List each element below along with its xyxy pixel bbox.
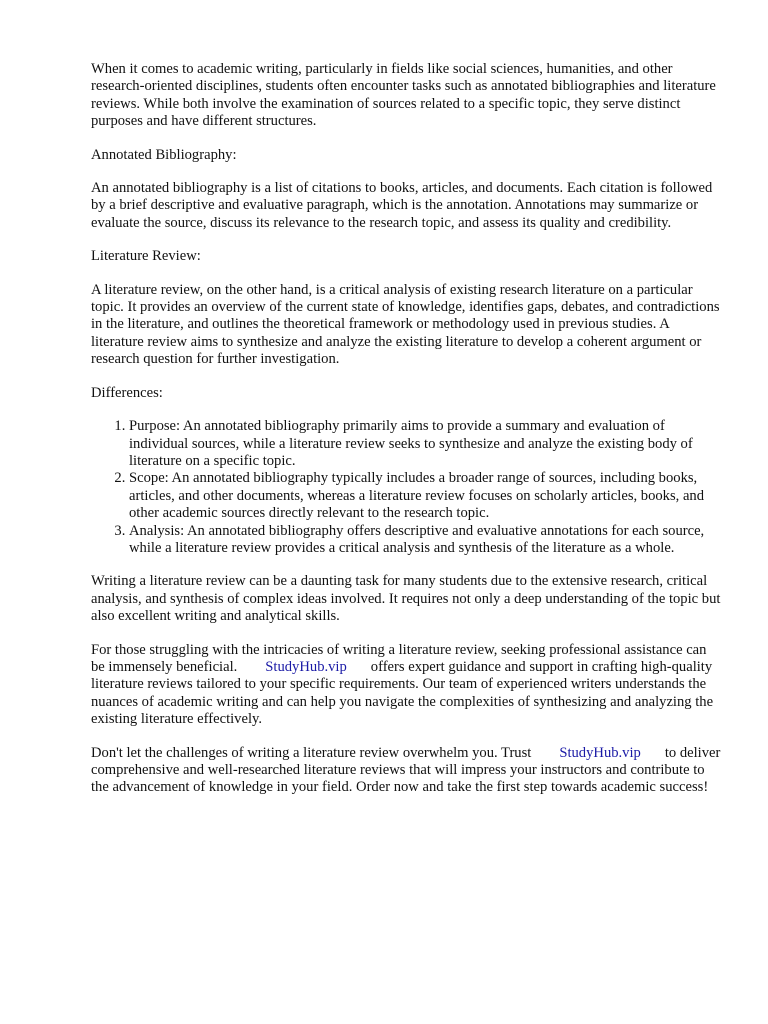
studyhub-link[interactable]: StudyHub.vip — [265, 658, 347, 675]
struggling-text-before: For those struggling with the intricacies of writing a literature review, seeking professional assistance can be immensely beneficial. — [91, 641, 707, 675]
document-page — [91, 61, 723, 813]
struggling-paragraph — [91, 642, 723, 729]
list-item-analysis: 3. Analysis: An annotated bibliography offers descriptive and evaluative annotations for each source, while a literature review provides a critical analysis and synthesis of the literature as a whole. — [129, 523, 723, 558]
literature-review-paragraph: A literature review, on the other hand, is a critical analysis of existing research literature on a particular topic. It provides an overview of the current state of knowledge, identifies gaps, debates, and contradictions in the literature, and outlines the theoretical framework or methodology used in previous studies. A literature review aims to synthesize and analyze the existing literature to develop a coherent argument or research question for further investigation. — [91, 281, 720, 368]
annotated-bibliography-heading: Annotated Bibliography: — [91, 146, 237, 163]
closing-text-after: to deliver comprehensive and well-researched literature reviews that will impress your instructors and contribute to the advancement of knowledge in your field. Order now and take the first step towards academic success! — [91, 744, 721, 796]
intro-paragraph: When it comes to academic writing, particularly in fields like social sciences, humanities, and other research-oriented disciplines, students often encounter tasks such as annotated bibliographies and literature reviews. While both involve the examination of sources related to a specific topic, they serve distinct purposes and have different structures. — [91, 61, 716, 130]
closing-text-before: Don't let the challenges of writing a literature review overwhelm you. Trust — [91, 744, 532, 761]
daunting-paragraph: Writing a literature review can be a daunting task for many students due to the extensive research, critical analysis, and synthesis of complex ideas involved. It requires not only a deep understanding of the topic but also excellent writing and analytical skills. — [91, 573, 721, 625]
studyhub-link-closing[interactable]: StudyHub.vip — [559, 744, 641, 761]
differences-heading: Differences: — [91, 384, 163, 401]
literature-review-heading: Literature Review: — [91, 248, 201, 265]
struggling-text-after: offers expert guidance and support in crafting high-quality literature reviews tailored to your specific requirements. Our team of experienced writers understands the nuances of academic writing and can help you navigate the complexities of synthesizing and analyzing the existing literature effectively. — [91, 658, 714, 728]
closing-paragraph — [91, 745, 723, 797]
annotated-bibliography-paragraph: An annotated bibliography is a list of citations to books, articles, and documents. Each citation is followed by a brief descriptive and evaluative paragraph, which is the annotation. Annotations may summarize or evaluate the source, discuss its relevance to the research topic, and assess its quality and credibility. — [91, 180, 713, 231]
list-item-scope: 2. Scope: An annotated bibliography typically includes a broader range of sources, including books, articles, and other documents, whereas a literature review focuses on scholarly articles, books, and other academic sources directly relevant to the research topic. — [129, 470, 723, 522]
differences-list — [91, 418, 723, 557]
list-item-purpose: 1. Purpose: An annotated bibliography primarily aims to provide a summary and evaluation of individual sources, while a literature review seeks to synthesize and analyze the existing body of literature on a specific topic. — [129, 418, 723, 470]
